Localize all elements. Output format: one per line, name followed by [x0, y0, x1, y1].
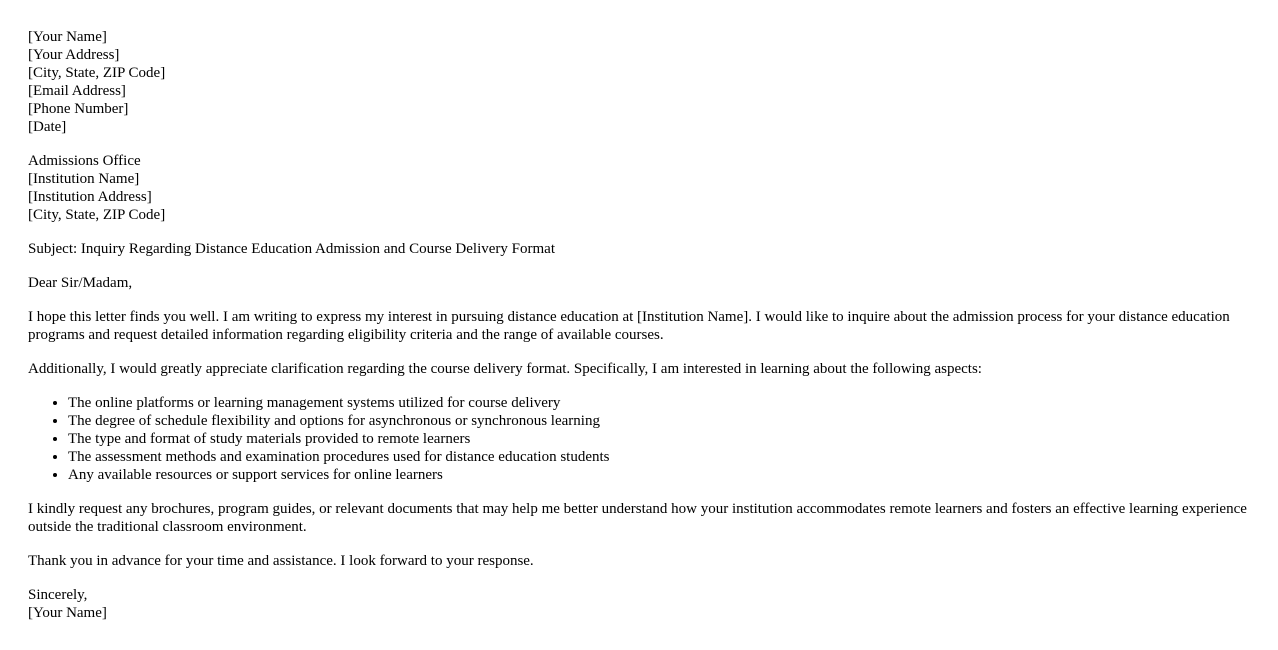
- letter: [28, 28, 1250, 622]
- sender-name: [Your Name]: [28, 29, 107, 45]
- recipient-address: [28, 152, 1250, 224]
- thanks-paragraph: Thank you in advance for your time and assistance. I look forward to your response.: [28, 553, 534, 569]
- additional-paragraph: Additionally, I would greatly appreciate clarification regarding the course delivery format. Specifically, I am interested in learning about the following aspects:: [28, 361, 982, 377]
- closing: [28, 586, 1250, 622]
- sender-email: [Email Address]: [28, 83, 126, 99]
- recipient-office: Admissions Office: [28, 153, 141, 169]
- list-item: • The assessment methods and examination procedures used for distance education students: [68, 448, 1250, 466]
- salutation: Dear Sir/Madam,: [28, 275, 133, 291]
- intro-paragraph: I hope this letter finds you well. I am writing to express my interest in pursuing distance education at [Institution Name]. I would like to inquire about the admission process for your distance education programs and request detailed information regarding eligibility criteria and the range of available courses.: [28, 309, 1230, 343]
- valediction: Sincerely,: [28, 587, 88, 603]
- list-item: • Any available resources or support services for online learners: [68, 466, 1250, 484]
- list-item: • The type and format of study materials provided to remote learners: [68, 430, 1250, 448]
- subject-line: Subject: Inquiry Regarding Distance Education Admission and Course Delivery Format: [28, 241, 555, 257]
- list-item: • The degree of schedule flexibility and options for asynchronous or synchronous learning: [68, 412, 1250, 430]
- list-item: • The online platforms or learning management systems utilized for course delivery: [68, 394, 1250, 412]
- recipient-institution-address: [Institution Address]: [28, 189, 152, 205]
- recipient-city-state-zip: [City, State, ZIP Code]: [28, 207, 166, 223]
- sender-city-state-zip: [City, State, ZIP Code]: [28, 65, 166, 81]
- recipient-institution-name: [Institution Name]: [28, 171, 140, 187]
- aspects-list: [28, 394, 1250, 484]
- request-paragraph: I kindly request any brochures, program guides, or relevant documents that may help me better understand how your institution accommodates remote learners and fosters an effective learning experience outside the traditional classroom environment.: [28, 501, 1247, 535]
- letter-date: [Date]: [28, 119, 67, 135]
- sender-address: [28, 28, 1250, 136]
- sender-address-line: [Your Address]: [28, 47, 120, 63]
- signature: [Your Name]: [28, 605, 107, 621]
- sender-phone: [Phone Number]: [28, 101, 129, 117]
